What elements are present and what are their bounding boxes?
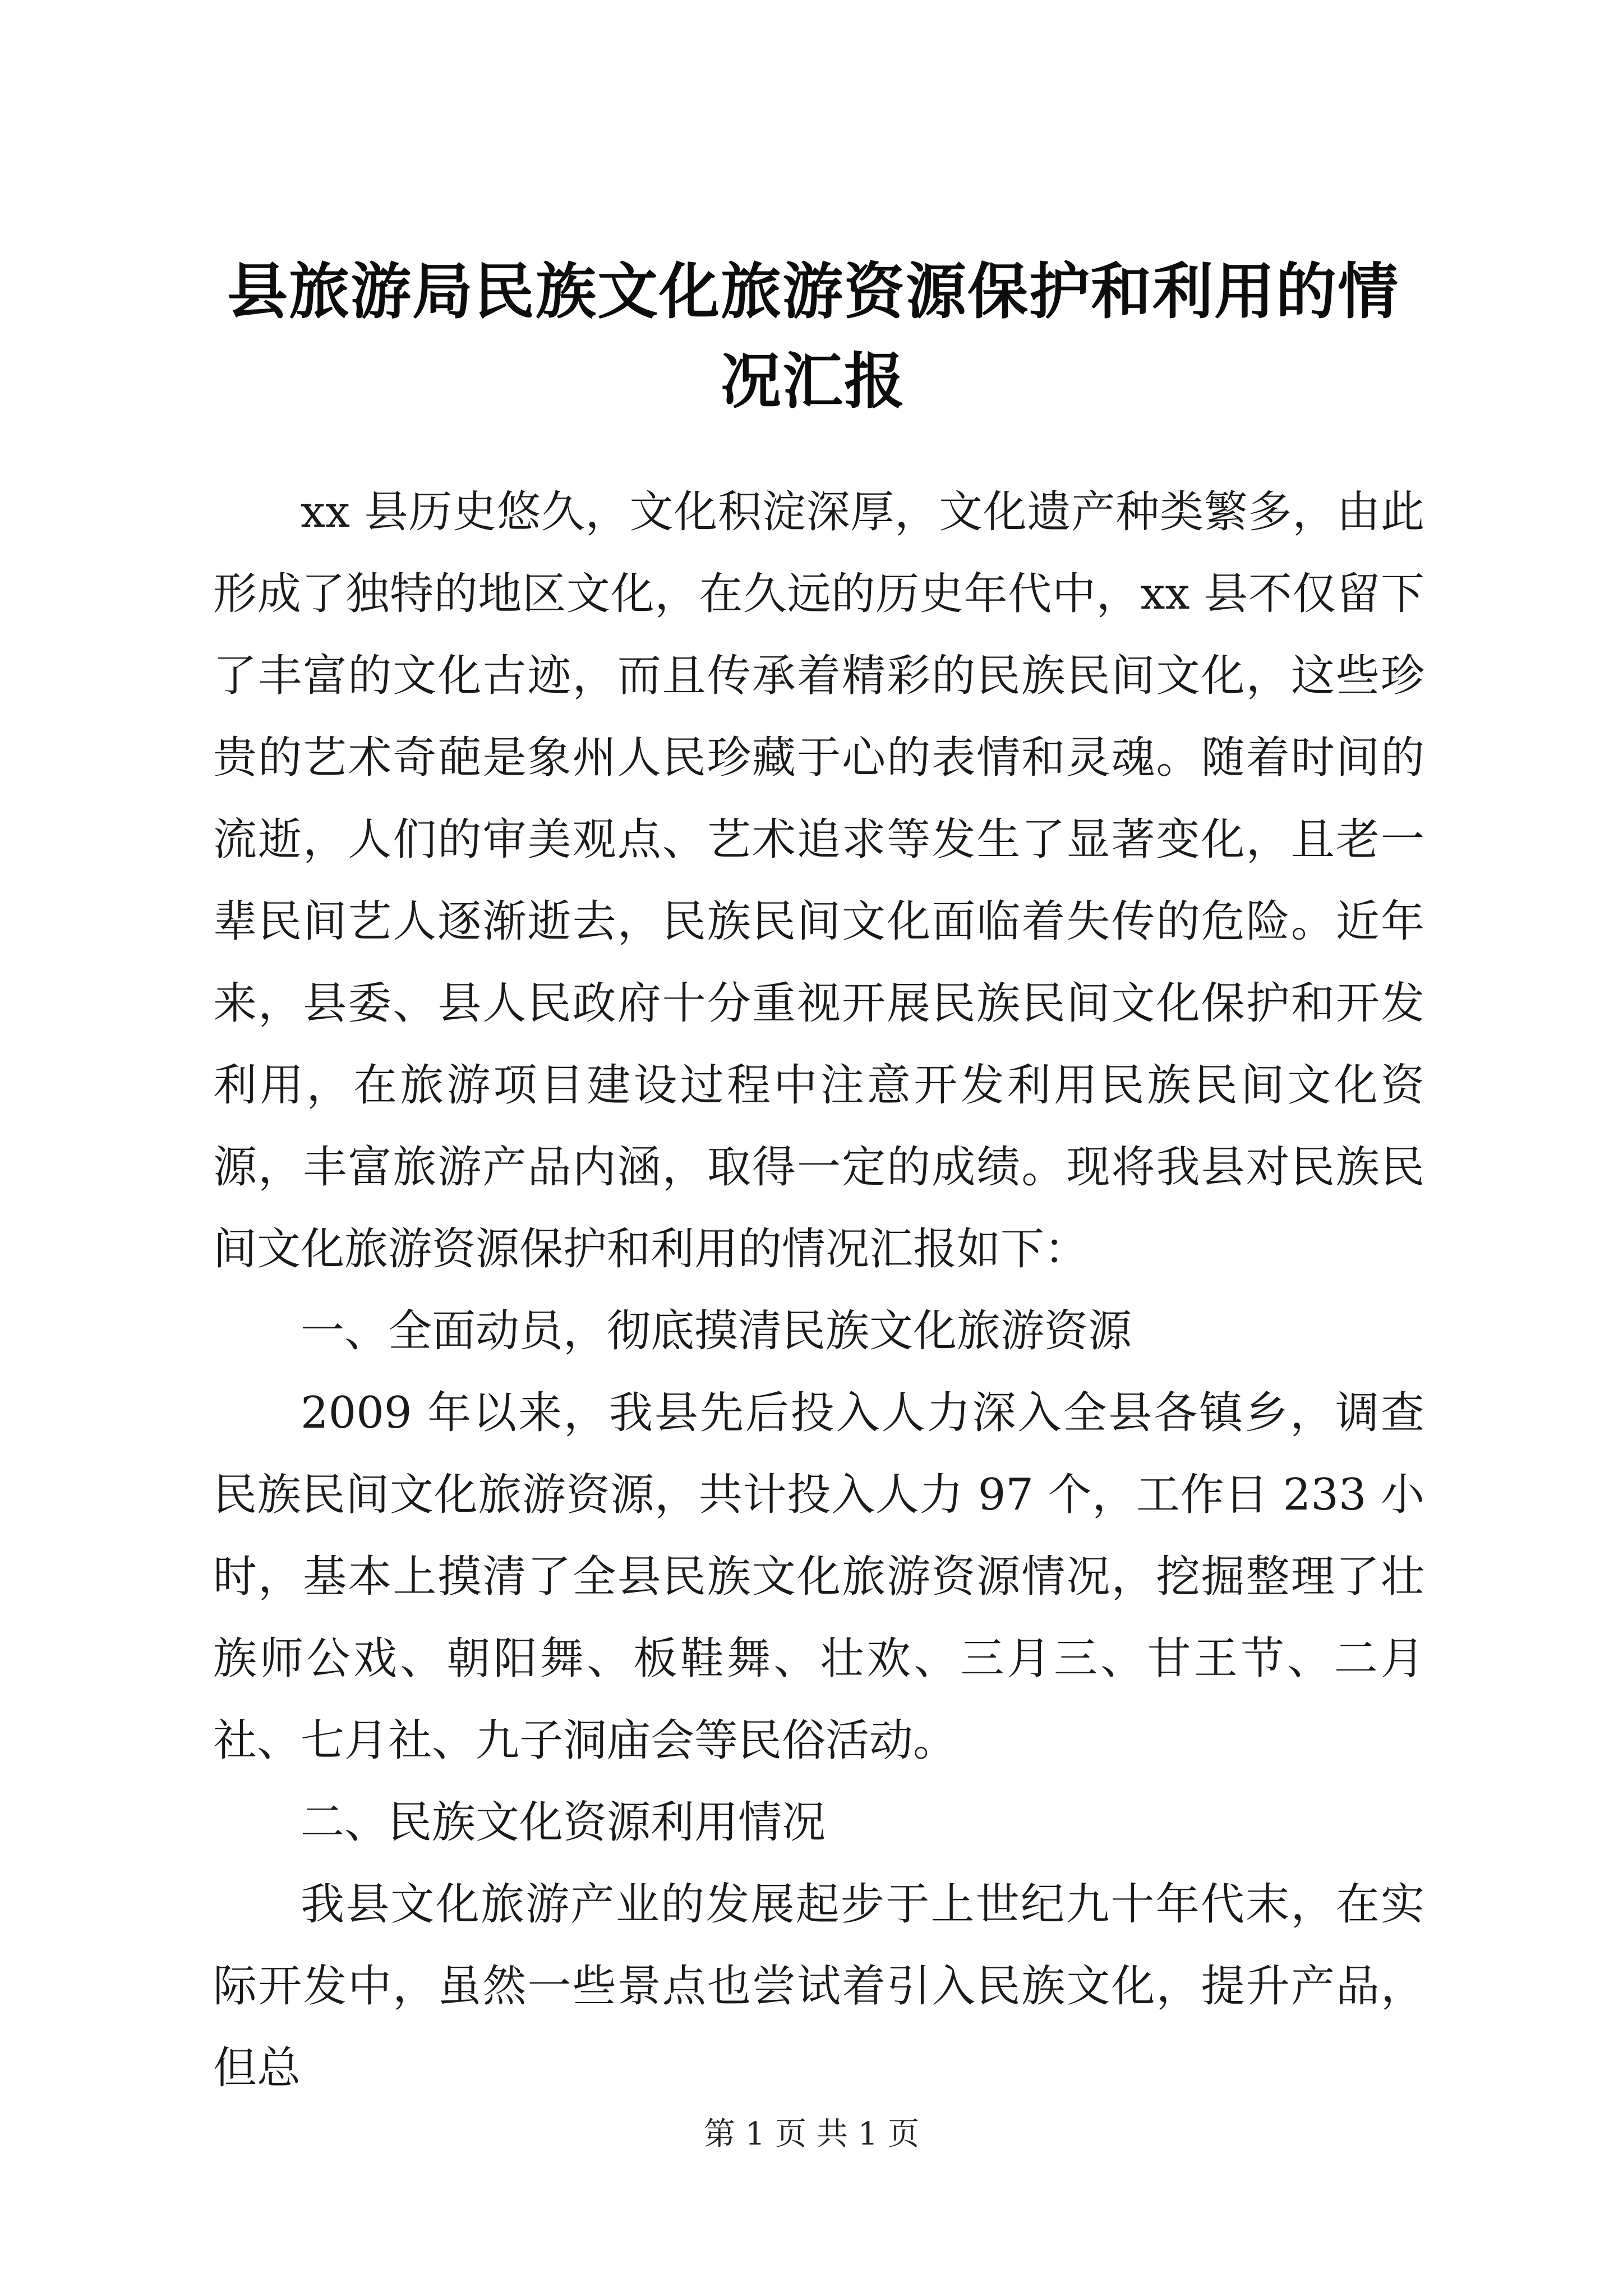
section-heading-2: 二、民族文化资源利用情况 <box>301 1797 826 1848</box>
paragraph-intro: xx 县历史悠久，文化积淀深厚，文化遗产种类繁多，由此形成了独特的地区文化，在久远的历史年代中，xx 县不仅留下了丰富的文化古迹，而且传承着精彩的民族民间文化，这些珍贵的艺术奇葩是象州人民珍藏于心的表情和灵魂。随着时间的流逝，人们的审美观点、艺术追求等发生了显著变化，且老一辈民间艺人逐渐逝去，民族民间文化面临着失传的危险。近年来，县委、县人民政府十分重视开展民族民间文化保护和开发利用，在旅游项目建设过程中注意开发利用民族民间文化资源，丰富旅游产品内涵，取得一定的成绩。现将我县对民族民间文化旅游资源保护和利用的情况汇报如下： <box>213 487 1424 1274</box>
page-footer: 第 1 页 共 1 页 <box>703 2116 920 2152</box>
document-body <box>213 471 1424 2109</box>
paragraph-section-1: 2009 年以来，我县先后投入人力深入全县各镇乡，调查民族民间文化旅游资源，共计投入人力 97 个，工作日 233 小时，基本上摸清了全县民族文化旅游资源情况，挖掘整理了壮族师公戏、朝阳舞、板鞋舞、壮欢、三月三、甘王节、二月社、七月社、九子洞庙会等民俗活动。 <box>213 1388 1424 1766</box>
document-title: 县旅游局民族文化旅游资源保护和利用的情况汇报 <box>227 256 1399 417</box>
section-heading-1: 一、全面动员，彻底摸清民族文化旅游资源 <box>301 1306 1132 1356</box>
paragraph-section-2: 我县文化旅游产业的发展起步于上世纪九十年代末，在实际开发中，虽然一些景点也尝试着引入民族文化，提升产品，但总 <box>213 1879 1424 2093</box>
